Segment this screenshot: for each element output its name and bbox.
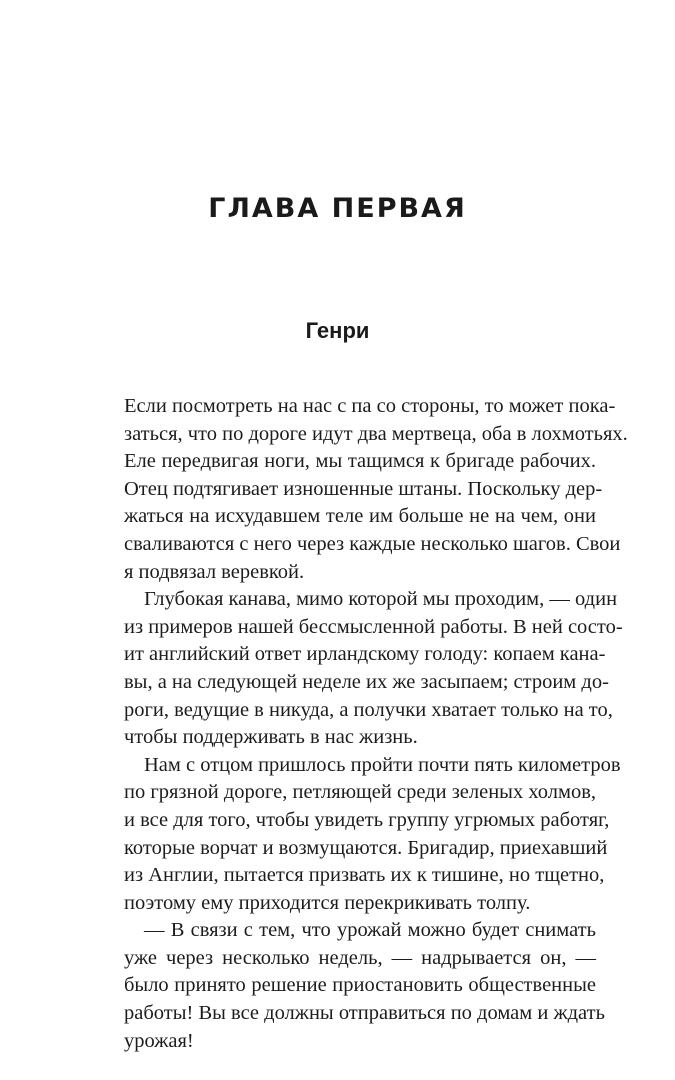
text-line: жаться на исхудавшем теле им больше не на чем, они [124, 505, 596, 528]
text-line: чтобы поддерживать в нас жизнь. [124, 726, 418, 749]
paragraph-3 [124, 752, 621, 918]
text-line: роги, ведущие в никуда, а получки хватает только на то, [124, 698, 613, 721]
text-line: — В связи с тем, что урожай можно будет снимать [144, 919, 596, 942]
chapter-title: ГЛАВА ПЕРВАЯ [208, 193, 467, 224]
body-text [124, 393, 628, 1055]
text-line: сваливаются с него через каждые несколько шагов. Свои [124, 532, 621, 555]
text-line: работы! Вы все должны отправиться по домам и ждать [124, 1002, 605, 1025]
text-line: которые ворчат и возмущаются. Бригадир, приехавший [124, 836, 608, 859]
text-line: Нам с отцом пришлось пройти почти пять километров [144, 753, 621, 776]
text-line: поэтому ему приходится перекрикивать толпу. [124, 891, 531, 914]
paragraph-2 [124, 586, 623, 752]
text-line: Если посмотреть на нас с па со стороны, то может пока- [124, 395, 616, 417]
text-line: я подвязал веревкой. [124, 560, 305, 583]
text-line: из примеров нашей бессмысленной работы. В ней состо- [124, 615, 623, 638]
text-line: из Англии, пытается призвать их к тишине, но тщетно, [124, 864, 605, 887]
text-line: урожая! [124, 1029, 194, 1052]
text-line: было принято решение приостановить общественные [124, 974, 596, 997]
text-line: уже через несколько недель, — надрывается он, — [124, 946, 596, 969]
text-line: по грязной дороге, петляющей среди зеленых холмов, [124, 781, 597, 804]
text-line: заться, что по дороге идут два мертвеца, оба в лохмотьях. [124, 422, 628, 445]
paragraph-4 [124, 917, 605, 1055]
text-line: Отец подтягивает изношенные штаны. Поскольку дер- [124, 477, 603, 500]
text-line: Глубокая канава, мимо которой мы проходим, — один [144, 588, 618, 611]
text-line: вы, а на следующей неделе их же засыпаем; строим до- [124, 670, 609, 693]
section-narrator-name: Генри [305, 318, 370, 343]
text-line: ит английский ответ ирландскому голоду: копаем кана- [124, 643, 606, 666]
paragraph-1 [124, 393, 628, 586]
text-line: и все для того, чтобы увидеть группу угрюмых работяг, [124, 808, 610, 831]
text-line: Еле передвигая ноги, мы тащимся к бригаде рабочих. [124, 450, 596, 473]
